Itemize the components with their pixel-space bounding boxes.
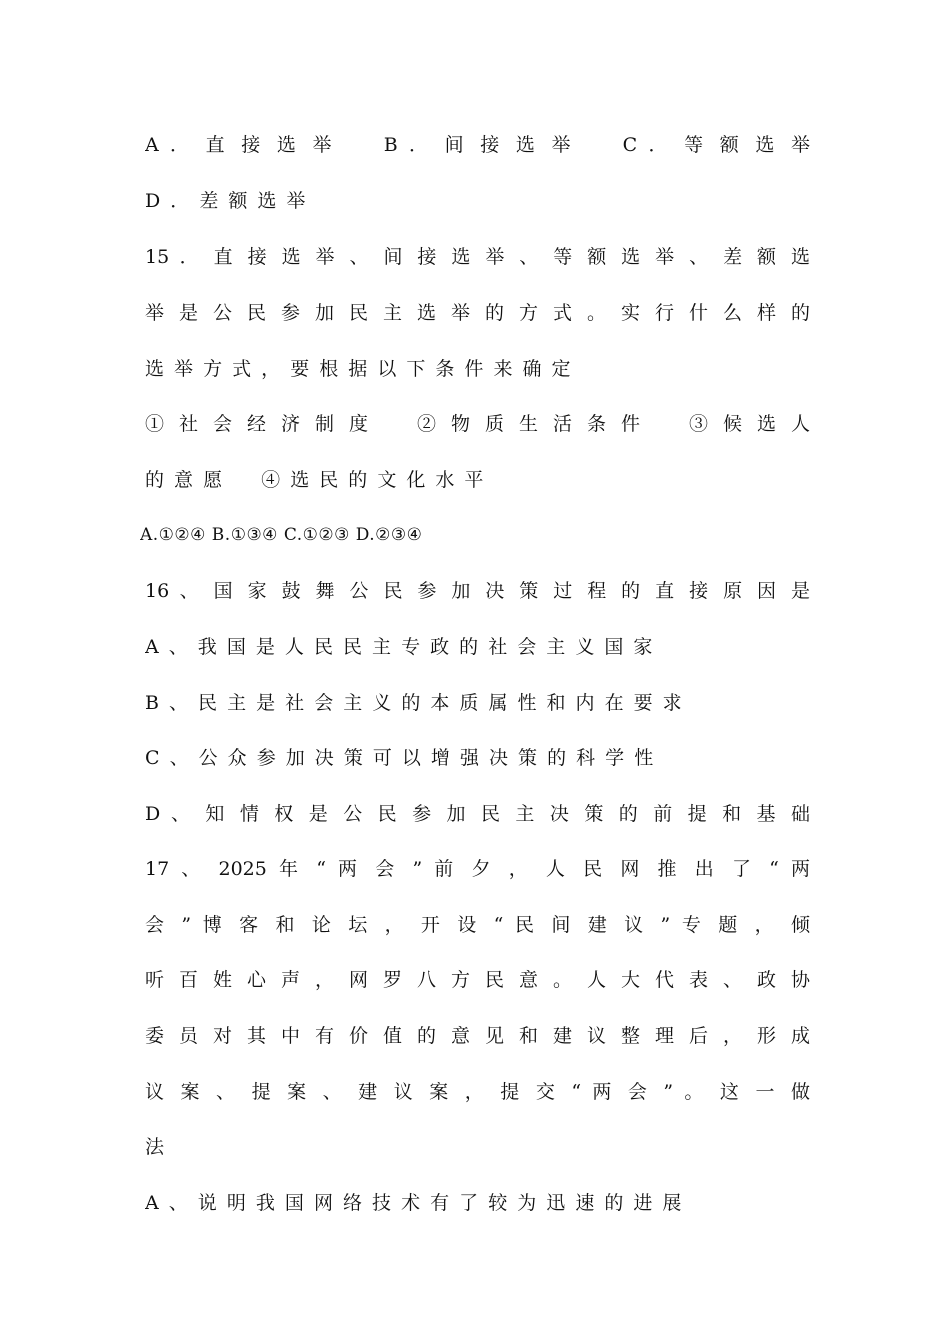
q15-answer-options: A.①②④ B.①③④ C.①②③ D.②③④ (140, 525, 423, 545)
q17-stem-line-4: 委 员 对 其 中 有 价 值 的 意 见 和 建 议 整 理 后 ， 形 成 (145, 1025, 810, 1047)
q17-option-a: A 、 说 明 我 国 网 络 技 术 有 了 较 为 迅 速 的 进 展 (145, 1192, 682, 1214)
q17-stem-line-1: 17 、 2025 年 “ 两 会 ” 前 夕 ， 人 民 网 推 出 了 “ 两 (145, 858, 810, 880)
q17-stem-line-5: 议 案 、 提 案 、 建 议 案 ， 提 交 “ 两 会 ” 。 这 一 做 (145, 1081, 810, 1103)
q16-option-c: C 、 公 众 参 加 决 策 可 以 增 强 决 策 的 科 学 性 (145, 747, 654, 769)
q17-stem-line-2: 会 ” 博 客 和 论 坛 ， 开 设 “ 民 间 建 议 ” 专 题 ， 倾 (145, 914, 810, 936)
q15-conditions-line-1: ① 社 会 经 济 制 度 ② 物 质 生 活 条 件 ③ 候 选 人 (145, 413, 810, 435)
q14-options-abc: A ． 直 接 选 举 B ． 间 接 选 举 C ． 等 额 选 举 (145, 134, 810, 156)
q15-stem-line-2: 举 是 公 民 参 加 民 主 选 举 的 方 式 。 实 行 什 么 样 的 (145, 302, 810, 324)
q15-conditions-line-2: 的 意 愿 ④ 选 民 的 文 化 水 平 (145, 469, 484, 491)
q15-stem-line-3: 选 举 方 式 ， 要 根 据 以 下 条 件 来 确 定 (145, 358, 571, 380)
q14-option-d: D ． 差 额 选 举 (145, 190, 306, 212)
q16-stem: 16 、 国 家 鼓 舞 公 民 参 加 决 策 过 程 的 直 接 原 因 是 (145, 580, 810, 602)
q16-option-a: A 、 我 国 是 人 民 民 主 专 政 的 社 会 主 义 国 家 (145, 636, 653, 658)
q16-option-b: B 、 民 主 是 社 会 主 义 的 本 质 属 性 和 内 在 要 求 (145, 692, 682, 714)
q16-option-d: D 、 知 情 权 是 公 民 参 加 民 主 决 策 的 前 提 和 基 础 (145, 803, 810, 825)
q17-stem-line-3: 听 百 姓 心 声 ， 网 罗 八 方 民 意 。 人 大 代 表 、 政 协 (145, 969, 810, 991)
q17-stem-line-6: 法 (145, 1136, 165, 1158)
q15-stem-line-1: 15 ． 直 接 选 举 、 间 接 选 举 、 等 额 选 举 、 差 额 选 (145, 246, 810, 268)
